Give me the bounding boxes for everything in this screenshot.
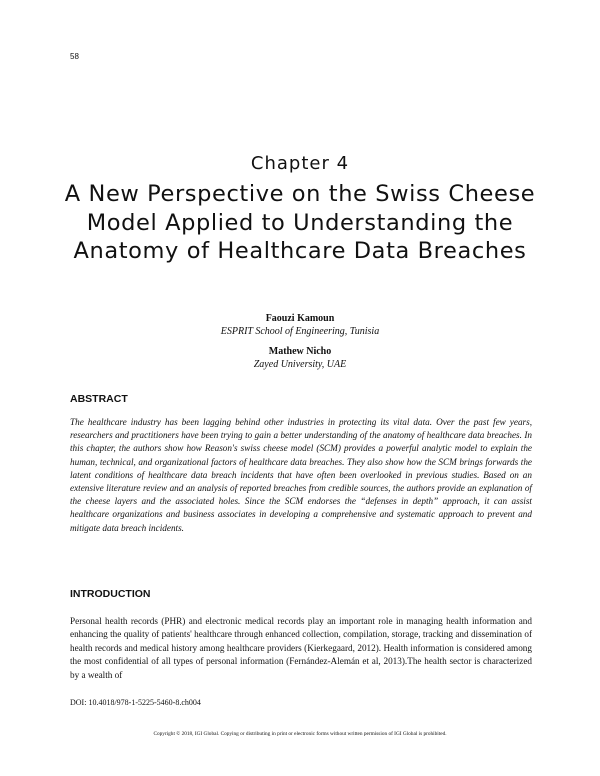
author-affiliation: ESPRIT School of Engineering, Tunisia — [220, 326, 380, 337]
introduction-heading: INTRODUCTION — [70, 588, 151, 600]
author-name: Faouzi Kamoun — [265, 313, 335, 324]
chapter-title: A New Perspective on the Swiss Cheese Model Applied to Understanding the Anatomy of Healthcare Data Breaches — [64, 181, 536, 264]
abstract-heading: ABSTRACT — [70, 393, 128, 405]
author-block — [0, 312, 600, 338]
author-affiliation: Zayed University, UAE — [253, 359, 347, 370]
page-number: 58 — [70, 52, 79, 61]
author-name: Mathew Nicho — [268, 346, 332, 357]
copyright-notice: Copyright © 2018, IGI Global. Copying or distributing in print or electronic forms without written permission of IGI Global is prohibited. — [153, 731, 447, 737]
doi-line: DOI: 10.4018/978-1-5225-5460-8.ch004 — [70, 698, 201, 707]
introduction-text: Personal health records (PHR) and electronic medical records play an important role in managing health information and enhancing the quality of patients' healthcare through enhanced collection, compilation, storage, tracking and dissemination of health records and medical history among healthcare providers (Kierkegaard, 2012). Health information is considered among the most confidential of all types of personal information (Fernández-Alemán et al, 2013).The health sector is characterized by a wealth of — [70, 616, 532, 680]
chapter-label: Chapter 4 — [250, 153, 350, 174]
abstract-text: The healthcare industry has been lagging behind other industries in protecting its vital data. Over the past few years, researchers and practitioners have been trying to gain a better understanding of the anatomy of healthcare data breaches. In this chapter, the authors show how Reason's swiss cheese model (SCM) provides a powerful analytic model to explain the human, technical, and organizational factors of healthcare data breaches. They also show how the SCM brings forwards the latent conditions of healthcare data breach incidents that have often been overlooked in previous studies. Based on an extensive literature review and an analysis of reported breaches from credible sources, the authors provide an explanation of the cheese layers and the associated holes. Since the SCM endorses the “defenses in depth” approach, it can assist healthcare organizations and business associates in developing a comprehensive and systematic approach to prevent and mitigate data breach incidents. — [70, 417, 532, 533]
author-block — [0, 345, 600, 371]
